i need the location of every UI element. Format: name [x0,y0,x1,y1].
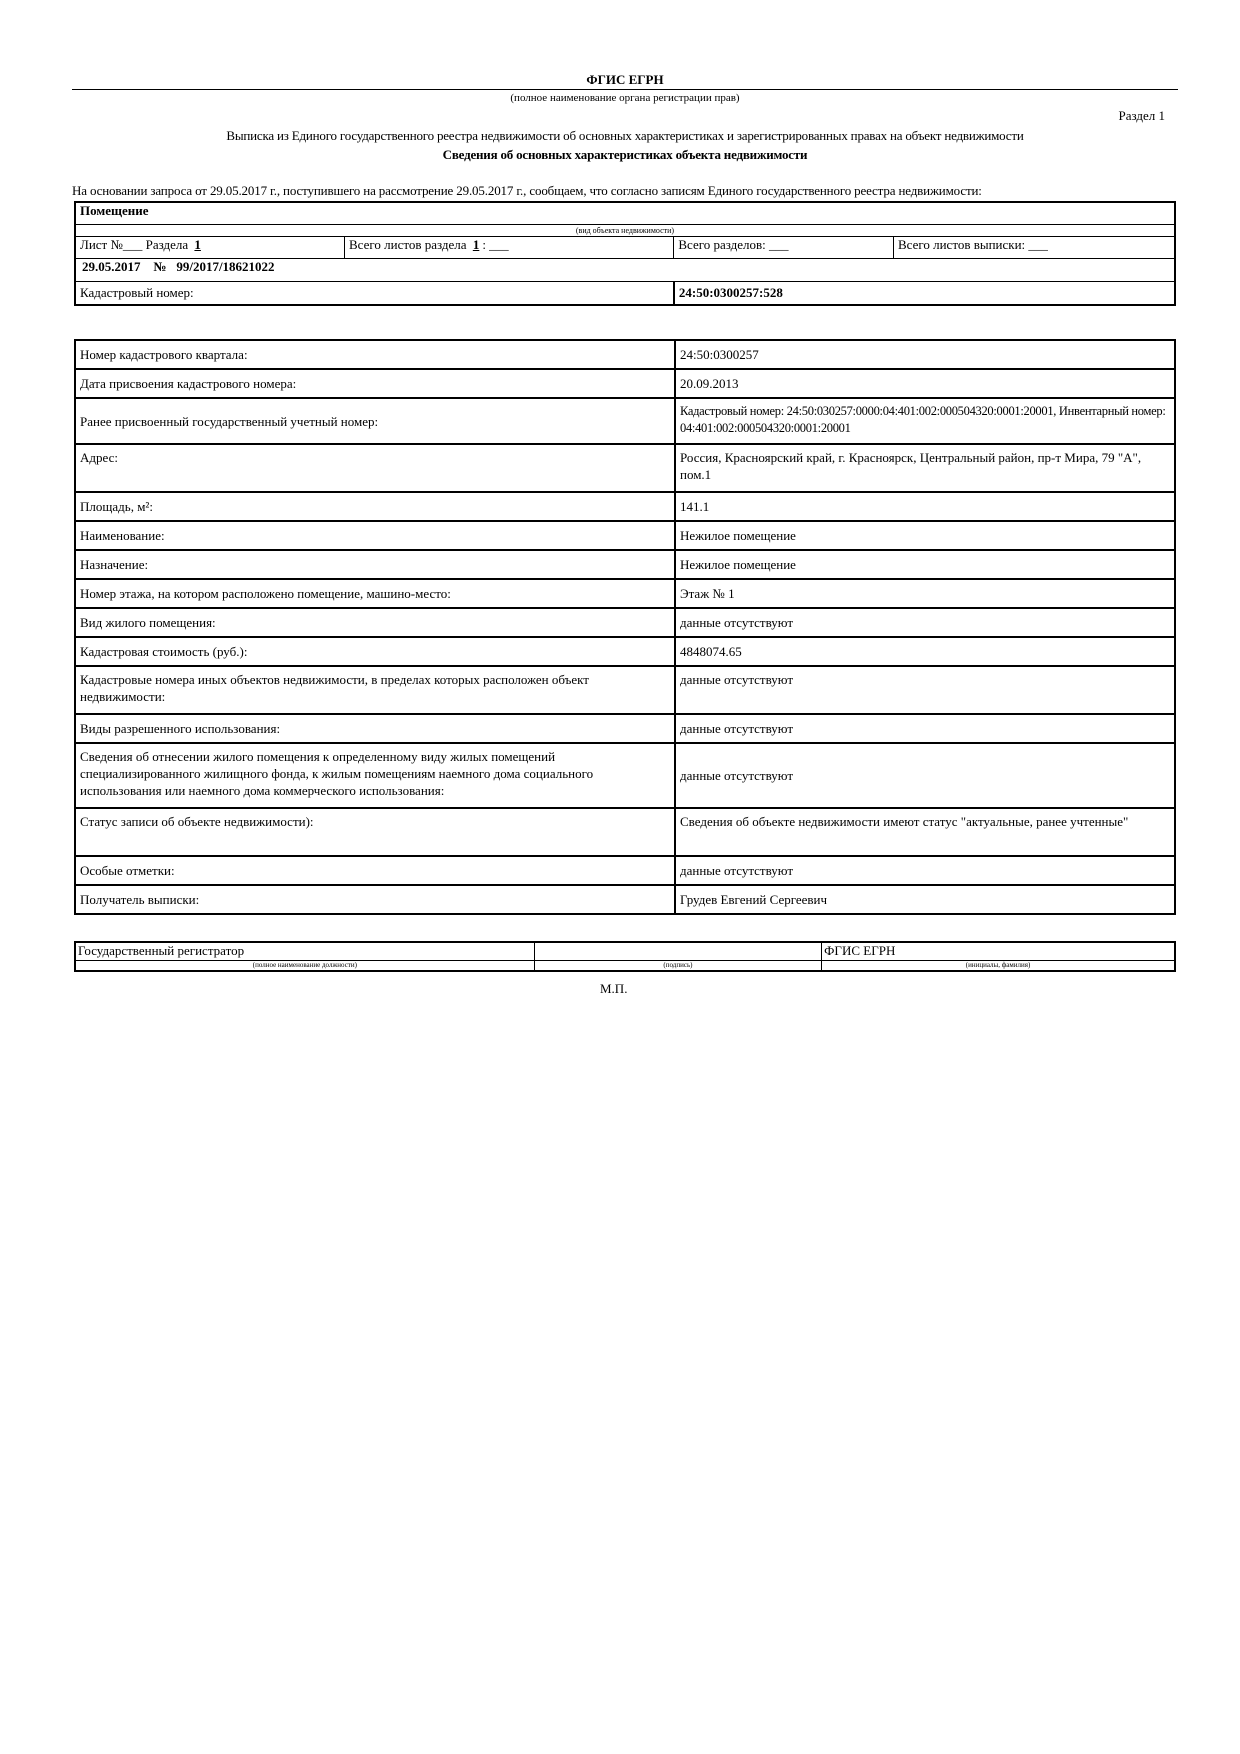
signature-table [74,941,1176,972]
document-heading: Выписка из Единого государственного реестра недвижимости об основных характеристиках и зарегистрированных правах на объект недвижимости [226,128,1024,143]
row-value: данные отсутствуют [675,608,1175,637]
row-value: Этаж № 1 [675,579,1175,608]
object-type: Помещение [75,202,1175,224]
extract-date: 29.05.2017 [82,258,141,274]
row-key: Адрес: [75,444,675,492]
row-key: Дата присвоения кадастрового номера: [75,369,675,398]
row-key: Назначение: [75,550,675,579]
row-value: 141.1 [675,492,1175,521]
registrar-position: Государственный регистратор [75,942,534,960]
row-value: данные отсутствуют [675,666,1175,714]
row-value: данные отсутствуют [675,714,1175,743]
organization-caption: (полное наименование органа регистрации прав) [510,92,740,104]
registrar-name: ФГИС ЕГРН [822,942,1175,960]
row-value: Россия, Красноярский край, г. Красноярск, Центральный район, пр-т Мира, 79 "А", пом.1 [675,444,1175,492]
organization-underline [72,89,1178,90]
document-subheading: Сведения об основных характеристиках объекта недвижимости [442,147,808,162]
section-label: Раздел 1 [1118,108,1165,123]
extract-date-number [75,258,1175,281]
signature-field [534,942,821,960]
object-header-table [74,201,1176,306]
object-type-caption: (вид объекта недвижимости) [75,224,1175,236]
row-key: Статус записи об объекте недвижимости): [75,808,675,856]
row-value: 20.09.2013 [675,369,1175,398]
total-sheets-section-label: Всего листов раздела [349,236,467,252]
characteristics-table [74,339,1176,915]
row-value: Грудев Евгений Сергеевич [675,885,1175,914]
total-sheets-section-value: 1 [472,236,480,252]
row-key: Ранее присвоенный государственный учетный номер: [75,398,675,444]
row-key: Наименование: [75,521,675,550]
row-key: Особые отметки: [75,856,675,885]
row-value: 4848074.65 [675,637,1175,666]
total-sheets: Всего листов выписки: ___ [893,236,1175,258]
row-value: 24:50:0300257 [675,340,1175,369]
row-value: Нежилое помещение [675,550,1175,579]
row-key: Площадь, м²: [75,492,675,521]
extract-number: 99/2017/18621022 [176,258,275,274]
row-key: Кадастровые номера иных объектов недвижимости, в пределах которых расположен объект недвижимости: [75,666,675,714]
row-key: Кадастровая стоимость (руб.): [75,637,675,666]
total-sheets-section-cell [345,236,674,258]
row-value: данные отсутствуют [675,743,1175,808]
stamp-place: М.П. [600,981,628,996]
row-value: Сведения об объекте недвижимости имеют статус "актуальные, ранее учтенные" [675,808,1175,856]
row-key: Номер этажа, на котором расположено помещение, машино-место: [75,579,675,608]
name-caption: (инициалы, фамилия) [822,960,1175,971]
row-key: Сведения об отнесении жилого помещения к определенному виду жилых помещений специализированного жилищного фонда, к жилым помещениям наемного дома социального использования или наемного дома коммерческого использования: [75,743,675,808]
request-basis-text: На основании запроса от 29.05.2017 г., поступившего на рассмотрение 29.05.2017 г., сообщаем, что согласно записям Единого государственного реестра недвижимости: [72,183,982,198]
row-value: Нежилое помещение [675,521,1175,550]
sheet-section-value: 1 [194,236,201,252]
cadastral-number-label: Кадастровый номер: [75,281,674,305]
total-sections: Всего разделов: ___ [674,236,894,258]
row-value: Кадастровый номер: 24:50:030257:0000:04:401:002:000504320:0001:20001, Инвентарный номер: 04:401:002:000504320:0001:20001 [675,398,1175,444]
row-key: Вид жилого помещения: [75,608,675,637]
sheet-number-cell [75,236,345,258]
signature-caption: (подпись) [534,960,821,971]
sheet-label: Лист №___ Раздела [80,236,189,252]
number-sign: № [153,258,167,274]
row-key: Виды разрешенного использования: [75,714,675,743]
cadastral-number-value: 24:50:0300257:528 [674,281,1175,305]
organization-name: ФГИС ЕГРН [586,72,664,87]
total-sheets-section-suffix: : ___ [482,236,509,252]
position-caption: (полное наименование должности) [75,960,534,971]
row-key: Получатель выписки: [75,885,675,914]
row-value: данные отсутствуют [675,856,1175,885]
row-key: Номер кадастрового квартала: [75,340,675,369]
